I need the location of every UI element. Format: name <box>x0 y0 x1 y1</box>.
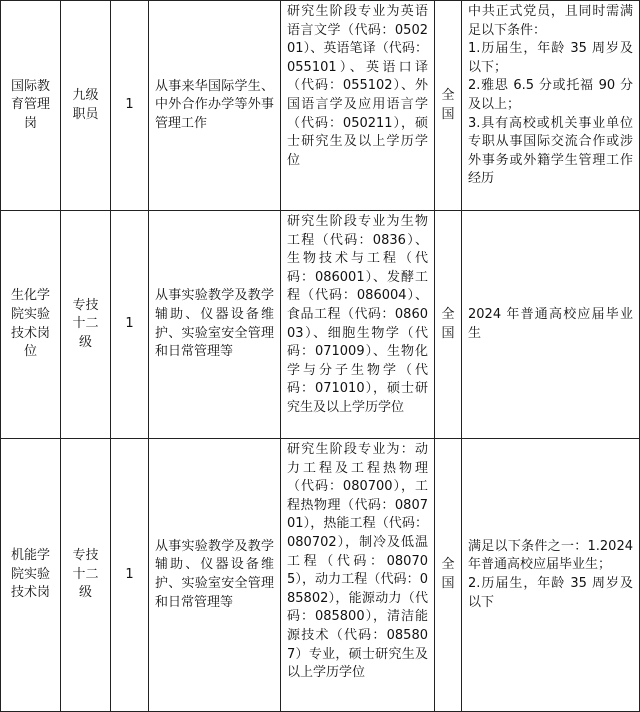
condition-line: 满足以下条件之一：1.2024 年普通高校应届毕业生； <box>468 538 633 573</box>
position-cell: 生化学院实验技术岗位 <box>1 211 61 439</box>
duty-cell: 从事来华国际学生、中外合作办学等外事管理工作 <box>149 1 281 211</box>
position-cell: 机能学院实验技术岗 <box>1 439 61 712</box>
scope-cell: 全国 <box>435 439 462 712</box>
scope-cell: 全国 <box>435 1 462 211</box>
condition-line: 1.历届生，年龄 35 周岁及以下； <box>468 41 633 75</box>
level-cell: 专技十二级 <box>61 439 111 712</box>
count-cell: 1 <box>111 1 149 211</box>
count-cell: 1 <box>111 211 149 439</box>
major-cell: 研究生阶段专业为英语语言文学（代码：050201）、英语笔译（代码：055101）、英语口译（代码：055102）、外国语言学及应用语言学（代码：050211），硕士研究生及以上学历学位 <box>281 1 435 211</box>
scope-cell: 全国 <box>435 211 462 439</box>
table-row <box>1 1 640 211</box>
count-cell: 1 <box>111 439 149 712</box>
conditions-cell <box>462 1 640 211</box>
duty-cell: 从事实验教学及教学辅助、仪器设备维护、实验室安全管理和日常管理等 <box>149 439 281 712</box>
condition-line: 3.具有高校或机关事业单位专职从事国际交流合作或涉外事务或外籍学生管理工作经历 <box>468 115 633 187</box>
conditions-cell <box>462 211 640 439</box>
major-cell: 研究生阶段专业为生物工程（代码：0836）、生物技术与工程（代码：086001）、发酵工程（代码：086004）、食品工程（代码：086003）、细胞生物学（代码：071009）、生物化学与分子生物学（代码：071010），硕士研究生及以上学历学位 <box>281 211 435 439</box>
level-cell: 九级职员 <box>61 1 111 211</box>
major-cell: 研究生阶段专业为：动力工程及工程热物理（代码：080700），工程热物理（代码：080701），热能工程（代码：080702），制冷及低温工程（代码：080705），动力工程（代码：085802），能源动力（代码：085800），清洁能源技术（代码：085807）专业，硕士研究生及以上学历学位 <box>281 439 435 712</box>
level-cell: 专技十二级 <box>61 211 111 439</box>
condition-line: 中共正式党员，且同时需满足以下条件： <box>468 4 633 38</box>
table-row <box>1 439 640 712</box>
table-row <box>1 211 640 439</box>
condition-line: 2024 年普通高校应届毕业生 <box>468 306 633 341</box>
condition-line: 2.雅思 6.5 分或托福 90 分及以上； <box>468 78 633 112</box>
condition-line: 2.历届生，年龄 35 周岁及以下 <box>468 576 633 610</box>
duty-cell: 从事实验教学及教学辅助、仪器设备维护、实验室安全管理和日常管理等 <box>149 211 281 439</box>
position-cell: 国际教育管理岗 <box>1 1 61 211</box>
conditions-cell <box>462 439 640 712</box>
